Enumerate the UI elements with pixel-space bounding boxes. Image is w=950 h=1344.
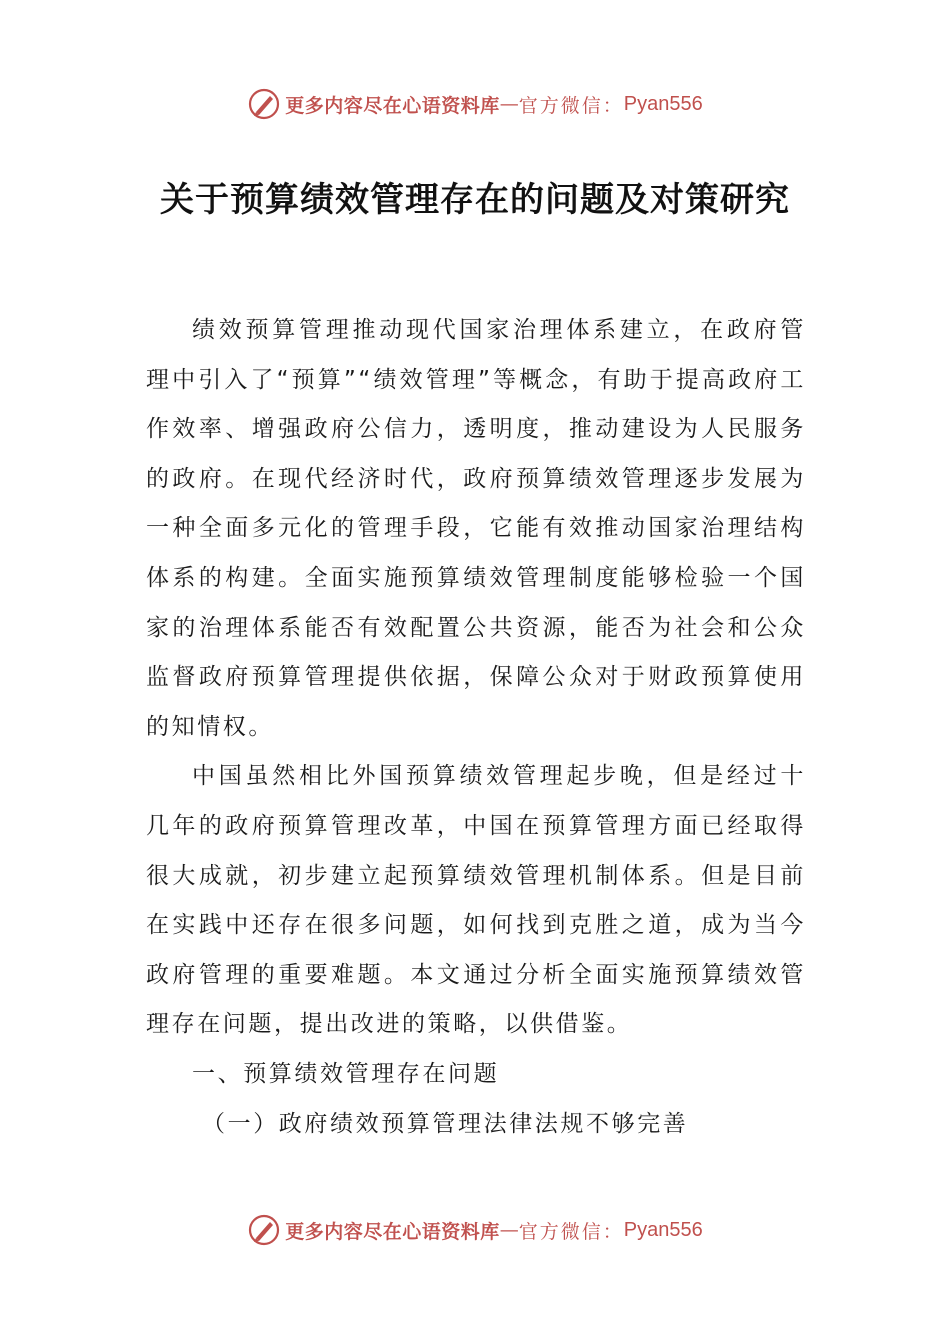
pen-logo-icon (247, 87, 281, 121)
banner-dash: — (499, 1219, 519, 1241)
subsection-heading: （一）政府绩效预算管理法律法规不够完善 (202, 1110, 689, 1137)
banner-wechat-label: 官方微信： (518, 1220, 624, 1243)
banner-wechat-id: Pyan556 (623, 1218, 703, 1241)
header-banner (0, 84, 950, 124)
paragraph: 绩效预算管理推动现代国家治理体系建立，在政府管理中引入了“预算”“绩效管理”等概念，有助于提高政府工作效率、增强政府公信力，透明度，推动建设为人民服务的政府。在现代经济时代，政府预算绩效管理逐步发展为一种全面多元化的管理手段，它能有效推动国家治理结构体系的构建。全面实施预算绩效管理制度能够检验一个国家的治理体系能否有效配置公共资源，能否为社会和公众监督政府预算管理提供依据，保障公众对于财政预算使用的知情权。 (146, 317, 806, 740)
banner-wechat-label: 官方微信： (518, 94, 624, 117)
pen-logo-icon (247, 1213, 281, 1247)
footer-banner (0, 1210, 950, 1250)
banner-wechat-id: Pyan556 (623, 92, 703, 115)
document-body (146, 306, 806, 1149)
document-title: 关于预算绩效管理存在的问题及对策研究 (160, 180, 790, 220)
banner-site-name: 更多内容尽在心语资料库 (285, 94, 500, 117)
banner-dash: — (499, 93, 519, 115)
section-heading: 一、预算绩效管理存在问题 (192, 1060, 500, 1087)
banner-site-name: 更多内容尽在心语资料库 (285, 1220, 500, 1243)
paragraph: 中国虽然相比外国预算绩效管理起步晚，但是经过十几年的政府预算管理改革，中国在预算管理方面已经取得很大成就，初步建立起预算绩效管理机制体系。但是目前在实践中还存在很多问题，如何找到克胜之道，成为当今政府管理的重要难题。本文通过分析全面实施预算绩效管理存在问题，提出改进的策略，以供借鉴。 (146, 763, 806, 1038)
